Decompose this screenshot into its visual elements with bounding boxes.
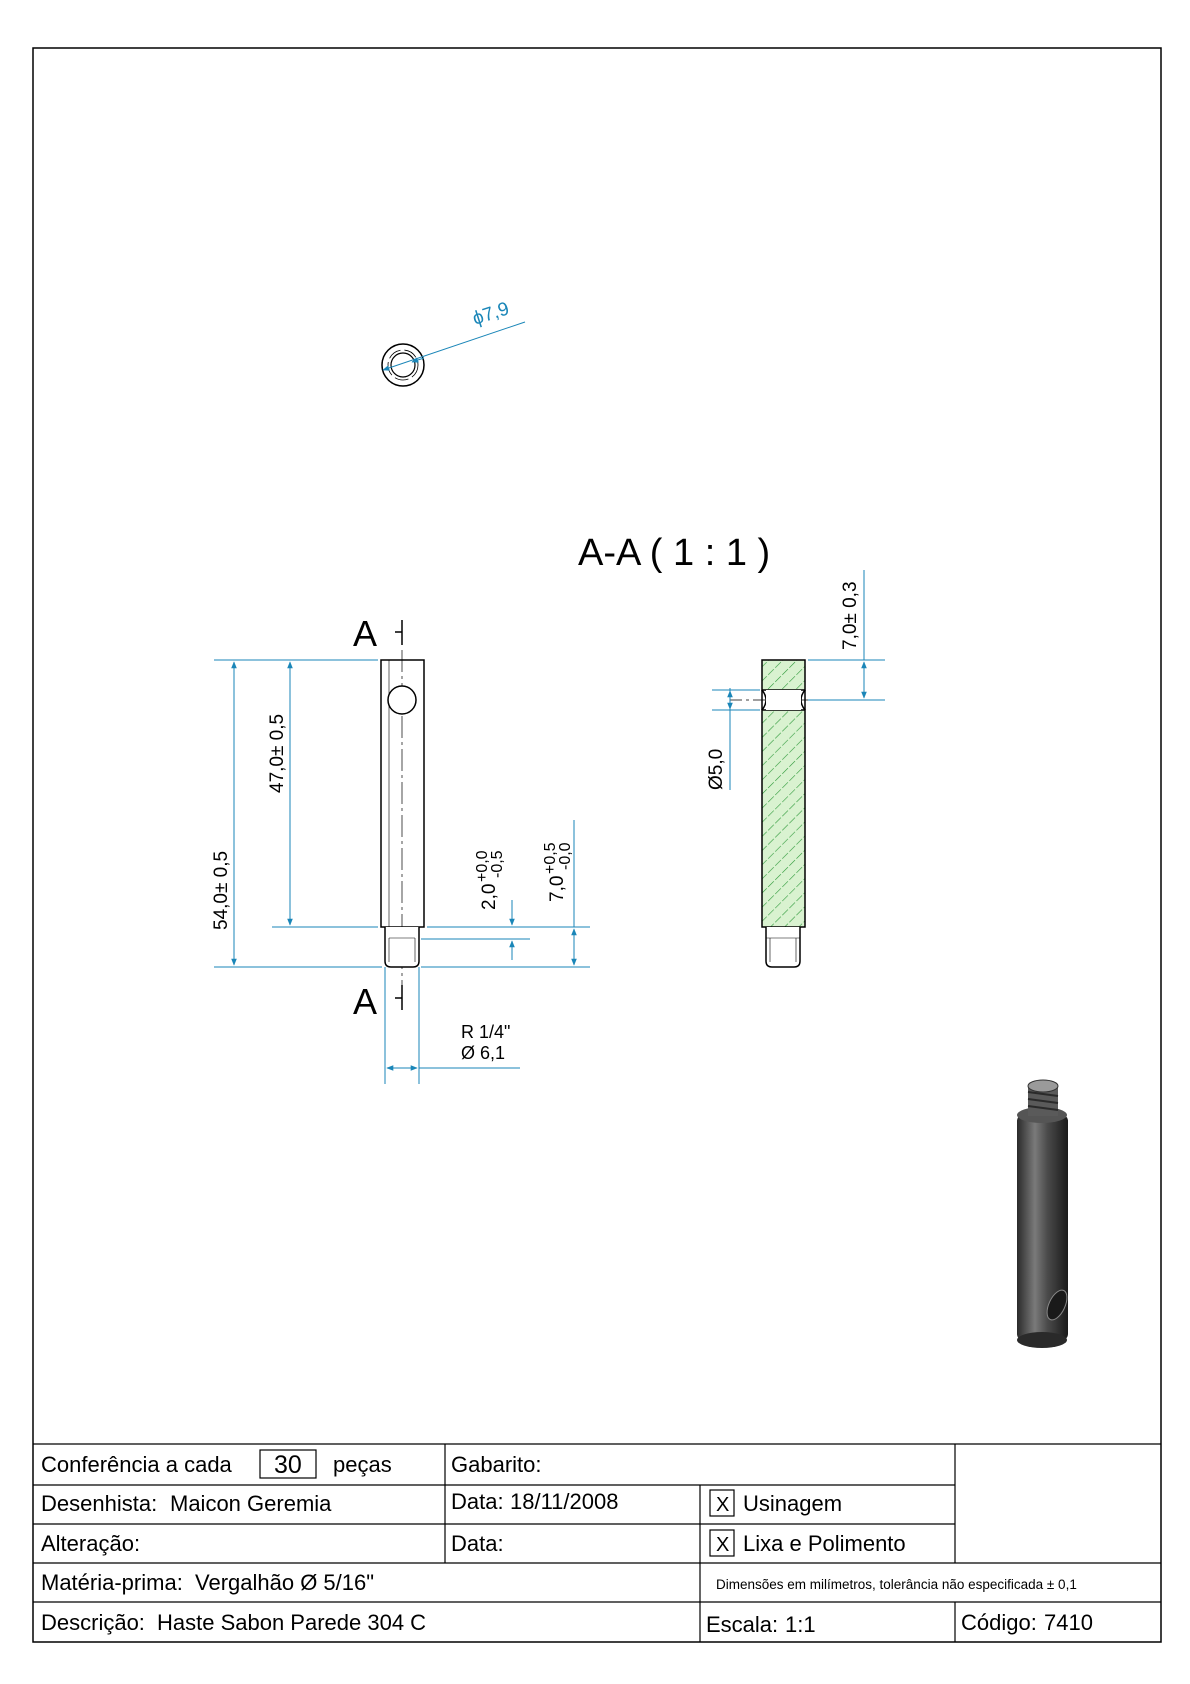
tb-conferencia-label: Conferência a cada: [41, 1452, 232, 1477]
tb-data1-label: Data:: [451, 1489, 504, 1514]
top-view-inner-circle: [391, 353, 415, 377]
tb-escala-label: Escala:: [706, 1612, 779, 1637]
dim-hole-label: 47,0± 0,5: [267, 713, 288, 793]
tb-materia-value: Vergalhão Ø 5/16": [195, 1570, 375, 1595]
dim-groove-lower: -0,5: [489, 850, 506, 878]
top-view-thread-circle: [388, 350, 418, 380]
dim-groove-base: 2,0: [479, 883, 500, 910]
section-groove-block: [766, 690, 801, 710]
section-title: A-A ( 1 : 1 ): [578, 532, 771, 574]
tb-usinagem-label: Usinagem: [743, 1491, 843, 1516]
dim-groove-label: [474, 850, 506, 910]
top-view-leader: [383, 322, 525, 370]
tb-descricao-value: Haste Sabon Parede 304 C: [157, 1610, 427, 1635]
tb-gabarito-label: Gabarito:: [451, 1452, 542, 1477]
tb-codigo-label: Código:: [961, 1610, 1037, 1635]
tb-materia-label: Matéria-prima:: [41, 1570, 183, 1595]
tb-desenhista-value: Maicon Geremia: [170, 1491, 332, 1516]
tb-conferencia-unit: peças: [333, 1452, 392, 1477]
dim-thread-base: 7,0: [547, 875, 568, 902]
dim-overall-label: 54,0± 0,5: [211, 850, 232, 930]
tb-descricao-label: Descrição:: [41, 1610, 145, 1635]
section-view: [706, 570, 885, 967]
section-thread-end: [766, 927, 800, 967]
dim-thread-spec: R 1/4": [461, 1022, 511, 1042]
title-block-text: [41, 1451, 1093, 1637]
dim-groove-upper: +0,0: [474, 850, 491, 882]
cross-hole: [388, 686, 416, 714]
iso-thread-top: [1028, 1080, 1058, 1092]
thread-end: [385, 927, 419, 967]
tb-codigo-value: 7410: [1044, 1610, 1093, 1635]
section-dim-offset-label: 7,0± 0,3: [840, 581, 861, 650]
tb-lixa-check: X: [716, 1534, 730, 1556]
tb-data2-label: Data:: [451, 1531, 504, 1556]
section-upper-block: [762, 660, 805, 690]
dim-thread-label: [542, 842, 574, 902]
section-marker-top: A: [353, 613, 378, 654]
tb-data1-value: 18/11/2008: [510, 1489, 619, 1514]
top-view: [382, 298, 525, 386]
tb-usinagem-check: X: [716, 1494, 730, 1516]
sheet-border: [33, 48, 1161, 1642]
front-view: [211, 613, 590, 1084]
dim-thread-diameter: Ø 6,1: [461, 1043, 506, 1063]
tb-desenhista-label: Desenhista:: [41, 1491, 158, 1516]
iso-rod-bottom: [1017, 1332, 1067, 1348]
section-lower-body: [762, 710, 805, 927]
dim-thread-upper: +0,5: [542, 842, 559, 874]
top-view-diameter-label: ϕ7,9: [470, 298, 512, 330]
dim-thread-lower: -0,0: [557, 842, 574, 870]
tb-conferencia-value: 30: [274, 1451, 302, 1479]
section-marker-bottom: A: [353, 981, 378, 1022]
tb-lixa-label: Lixa e Polimento: [743, 1531, 906, 1556]
section-dim-hole-label: Ø5,0: [706, 748, 727, 790]
isometric-view: [1017, 1080, 1071, 1348]
tb-dimensoes-note: Dimensões em milímetros, tolerância não especificada ± 0,1: [716, 1577, 1077, 1592]
tb-alteracao-label: Alteração:: [41, 1531, 141, 1556]
tb-escala-value: 1:1: [785, 1612, 816, 1637]
